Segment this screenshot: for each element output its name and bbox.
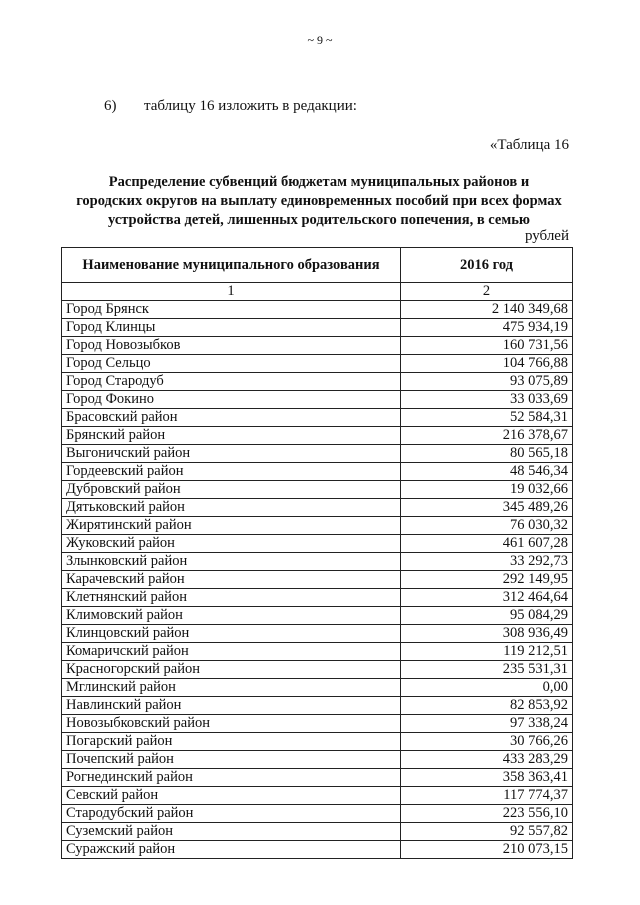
subvention-amount: 52 584,31 (401, 409, 573, 427)
municipality-name: Карачевский район (62, 571, 401, 589)
municipality-name: Севский район (62, 787, 401, 805)
table-row (62, 733, 573, 751)
table-row (62, 571, 573, 589)
table-row (62, 697, 573, 715)
municipality-name: Город Фокино (62, 391, 401, 409)
subvention-amount: 358 363,41 (401, 769, 573, 787)
table-caption: «Таблица 16 (489, 137, 569, 153)
table-row (62, 787, 573, 805)
municipality-name: Город Клинцы (62, 319, 401, 337)
column-number-row (62, 283, 573, 301)
table-row (62, 823, 573, 841)
table-row (62, 517, 573, 535)
table-row (62, 589, 573, 607)
municipality-name: Погарский район (62, 733, 401, 751)
municipality-name: Город Сельцо (62, 355, 401, 373)
table-row (62, 373, 573, 391)
municipality-name: Город Новозыбков (62, 337, 401, 355)
subvention-amount: 2 140 349,68 (401, 301, 573, 319)
municipality-name: Суземский район (62, 823, 401, 841)
subvention-amount: 433 283,29 (401, 751, 573, 769)
subvention-amount: 475 934,19 (401, 319, 573, 337)
subvention-amount: 308 936,49 (401, 625, 573, 643)
subvention-amount: 345 489,26 (401, 499, 573, 517)
subvention-amount: 19 032,66 (401, 481, 573, 499)
subvention-amount: 30 766,26 (401, 733, 573, 751)
table-row (62, 715, 573, 733)
municipality-name: Комаричский район (62, 643, 401, 661)
header-municipality: Наименование муниципального образования (62, 248, 401, 283)
table-row (62, 841, 573, 859)
page-number: ~ 9 ~ (307, 33, 333, 47)
municipality-name: Клинцовский район (62, 625, 401, 643)
municipality-name: Красногорский район (62, 661, 401, 679)
municipality-name: Город Брянск (62, 301, 401, 319)
municipality-name: Мглинский район (62, 679, 401, 697)
column-number-2: 2 (401, 283, 573, 301)
municipality-name: Дубровский район (62, 481, 401, 499)
municipality-name: Злынковский район (62, 553, 401, 571)
table-row (62, 355, 573, 373)
column-number-1: 1 (62, 283, 401, 301)
municipality-name: Климовский район (62, 607, 401, 625)
table-row (62, 337, 573, 355)
subvention-amount: 33 292,73 (401, 553, 573, 571)
subvention-amount: 93 075,89 (401, 373, 573, 391)
subvention-amount: 235 531,31 (401, 661, 573, 679)
table-row (62, 625, 573, 643)
municipality-name: Город Стародуб (62, 373, 401, 391)
municipality-name: Клетнянский район (62, 589, 401, 607)
subvention-amount: 117 774,37 (401, 787, 573, 805)
subvention-amount: 48 546,34 (401, 463, 573, 481)
table-row (62, 607, 573, 625)
subvention-amount: 76 030,32 (401, 517, 573, 535)
subvention-amount: 312 464,64 (401, 589, 573, 607)
table-row (62, 445, 573, 463)
municipality-name: Брянский район (62, 427, 401, 445)
municipality-name: Выгоничский район (62, 445, 401, 463)
municipality-name: Суражский район (62, 841, 401, 859)
table-row (62, 679, 573, 697)
table-row (62, 319, 573, 337)
units-label: рублей (524, 228, 569, 244)
subvention-amount: 210 073,15 (401, 841, 573, 859)
table-row (62, 751, 573, 769)
table-row (62, 769, 573, 787)
municipality-name: Навлинский район (62, 697, 401, 715)
subvention-amount: 119 212,51 (401, 643, 573, 661)
subvention-amount: 92 557,82 (401, 823, 573, 841)
subvention-amount: 223 556,10 (401, 805, 573, 823)
subvention-amount: 292 149,95 (401, 571, 573, 589)
subvention-amount: 33 033,69 (401, 391, 573, 409)
title-line: устройства детей, лишенных родительского попечения, в семью (108, 212, 530, 228)
subvention-table (61, 247, 573, 859)
table-header-row (62, 248, 573, 283)
title-line: Распределение субвенций бюджетам муниципальных районов и (108, 174, 530, 190)
municipality-name: Почепский район (62, 751, 401, 769)
table-row (62, 805, 573, 823)
subvention-amount: 95 084,29 (401, 607, 573, 625)
header-year: 2016 год (401, 248, 573, 283)
table-row (62, 409, 573, 427)
table-title (66, 173, 572, 230)
municipality-name: Рогнединский район (62, 769, 401, 787)
table-row (62, 661, 573, 679)
table-row (62, 643, 573, 661)
subvention-amount: 82 853,92 (401, 697, 573, 715)
table-row (62, 481, 573, 499)
table-row (62, 391, 573, 409)
title-line: городских округов на выплату единовременных пособий при всех формах (76, 193, 562, 209)
municipality-name: Новозыбковский район (62, 715, 401, 733)
subvention-amount: 97 338,24 (401, 715, 573, 733)
table-row (62, 553, 573, 571)
table-row (62, 499, 573, 517)
municipality-name: Дятьковский район (62, 499, 401, 517)
subvention-amount: 461 607,28 (401, 535, 573, 553)
table-row (62, 301, 573, 319)
table-body (62, 301, 573, 859)
subvention-amount: 104 766,88 (401, 355, 573, 373)
municipality-name: Гордеевский район (62, 463, 401, 481)
item-number: 6) (104, 98, 117, 114)
item-text: таблицу 16 изложить в редакции: (144, 98, 357, 114)
amendment-item (104, 98, 357, 115)
municipality-name: Жирятинский район (62, 517, 401, 535)
municipality-name: Жуковский район (62, 535, 401, 553)
subvention-amount: 0,00 (401, 679, 573, 697)
municipality-name: Стародубский район (62, 805, 401, 823)
table-row (62, 535, 573, 553)
subvention-amount: 216 378,67 (401, 427, 573, 445)
table-row (62, 463, 573, 481)
subvention-amount: 160 731,56 (401, 337, 573, 355)
municipality-name: Брасовский район (62, 409, 401, 427)
table-row (62, 427, 573, 445)
subvention-amount: 80 565,18 (401, 445, 573, 463)
